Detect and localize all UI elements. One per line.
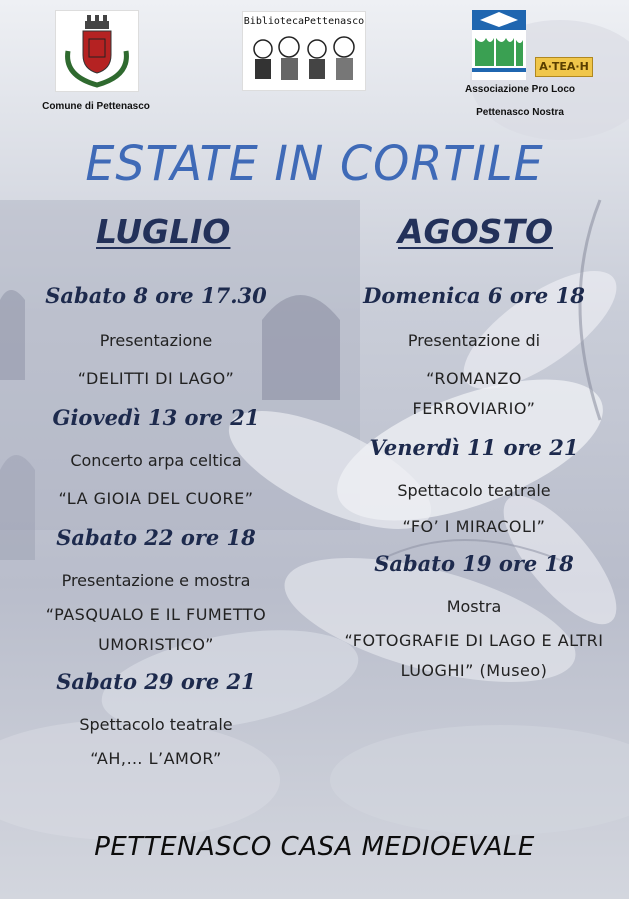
agosto-event-list: [326, 280, 622, 689]
event-item: [8, 280, 304, 394]
page-title: ESTATE IN CORTILE: [85, 134, 544, 192]
event-item: [326, 432, 622, 542]
proloco-caption-line1: Associazione Pro Loco: [464, 84, 576, 95]
event-title: “FOTOGRAFIE DI LAGO E ALTRI LUOGHI” (Museo): [344, 631, 604, 680]
comune-caption: Comune di Pettenasco: [42, 101, 150, 112]
event-title: “ROMANZO FERROVIARIO”: [412, 369, 536, 418]
biblioteca-logo: [242, 11, 366, 91]
event-item: [8, 402, 304, 514]
event-date: Sabato 22 ore 18: [56, 525, 256, 550]
event-description: Presentazione di: [407, 331, 541, 350]
venue-footer: PETTENASCO CASA MEDIOEVALE: [94, 832, 535, 862]
children-drawing-icon: [243, 27, 365, 85]
event-item: [326, 548, 622, 686]
event-item: [326, 280, 622, 424]
proloco-caption-line2: Pettenasco Nostra: [476, 107, 564, 118]
event-title: “FO’ I MIRACOLI”: [402, 517, 546, 536]
event-description: Presentazione e mostra: [61, 571, 251, 590]
proloco-emblem-icon: [472, 10, 526, 80]
month-heading-luglio: LUGLIO: [96, 212, 231, 251]
event-date: Domenica 6 ore 18: [363, 283, 585, 308]
event-date: Sabato 29 ore 21: [56, 669, 256, 694]
event-description: Mostra: [446, 597, 502, 616]
event-title: “DELITTI DI LAGO”: [77, 369, 235, 388]
proloco-logo: [472, 10, 526, 80]
event-date: Venerdì 11 ore 21: [369, 435, 579, 460]
event-title: “LA GIOIA DEL CUORE”: [58, 489, 254, 508]
event-date: Giovedì 13 ore 21: [52, 405, 260, 430]
event-description: Concerto arpa celtica: [70, 451, 242, 470]
comune-logo: [55, 10, 139, 92]
event-description: Spettacolo teatrale: [79, 715, 233, 734]
luglio-event-list: [8, 280, 304, 777]
event-description: Presentazione: [99, 331, 213, 350]
event-item: [8, 666, 304, 774]
month-heading-agosto: AGOSTO: [398, 212, 554, 251]
event-date: Sabato 8 ore 17.30: [45, 283, 267, 308]
event-title: “AH,… L’AMOR”: [90, 749, 222, 768]
event-date: Sabato 19 ore 18: [374, 551, 574, 576]
atea-badge: A·TEA·H: [535, 57, 593, 77]
event-item: [8, 522, 304, 660]
event-description: Spettacolo teatrale: [397, 481, 551, 500]
biblioteca-logo-text: BibliotecaPettenasco: [243, 16, 365, 27]
coat-of-arms-icon: [56, 11, 138, 91]
event-title: “PASQUALO E IL FUMETTO UMORISTICO”: [45, 605, 267, 654]
